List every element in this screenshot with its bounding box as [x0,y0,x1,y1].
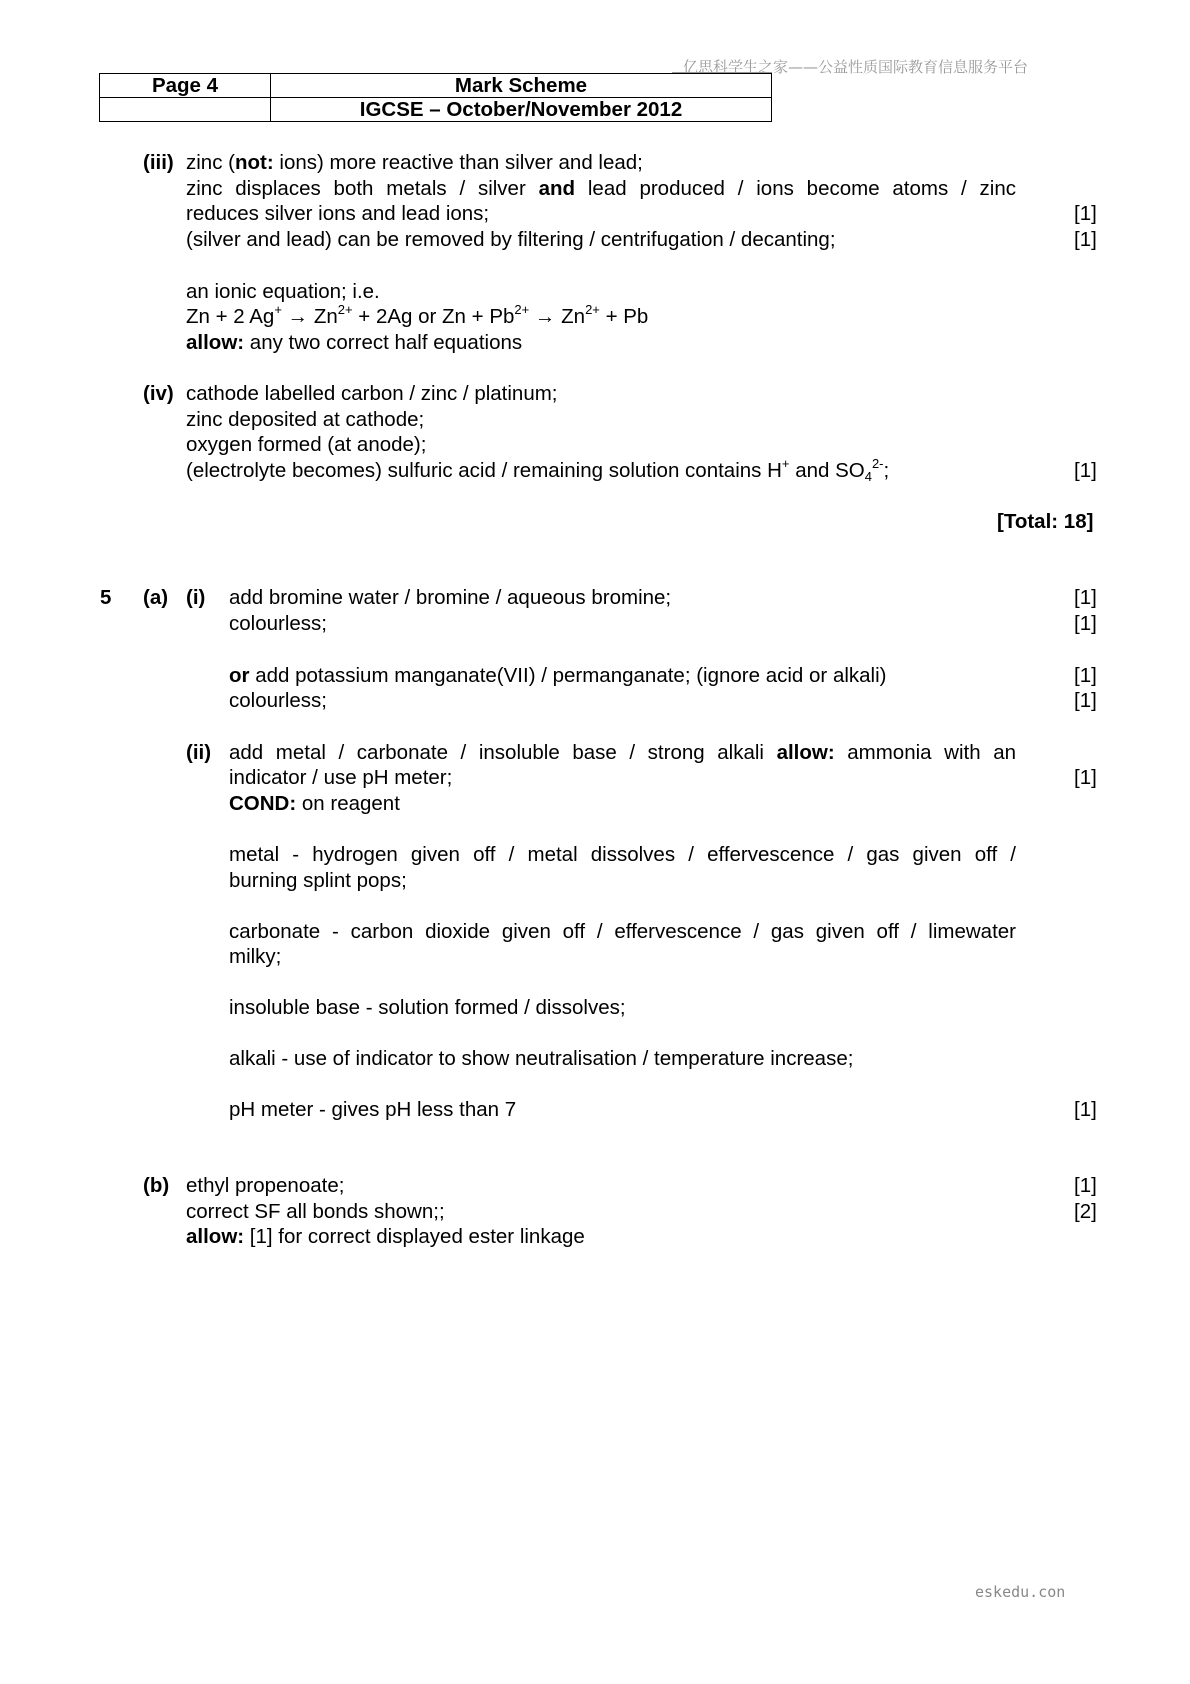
q5-ii-carbonate-line2: milky; [229,945,282,968]
q4-iii-line4: (silver and lead) can be removed by filtering / centrifugation / decanting; [186,228,836,251]
q5-ii-carbonate-line1: carbonate - carbon dioxide given off / effervescence / gas given off / limewater [229,920,1016,943]
q5-ii-alkali: alkali - use of indicator to show neutralisation / temperature increase; [229,1047,854,1070]
watermark-text: 亿思科学生之家——公益性质国际教育信息服务平台 [683,58,1029,76]
q4-iv-line3: oxygen formed (at anode); [186,433,427,456]
header-empty-cell [100,98,271,122]
q5-b-line1: ethyl propenoate; [186,1174,345,1197]
q5-b-line2: correct SF all bonds shown;; [186,1200,445,1223]
q5-a-label: (a) [143,586,169,609]
q5-ii-cond: COND: on reagent [229,792,400,815]
q4-iii-line1: zinc (not: ions) more reactive than silver and lead; [186,151,643,174]
q5-number: 5 [100,586,112,609]
q5-b-label: (b) [143,1174,170,1197]
q5-ii-metal-line1: metal - hydrogen given off / metal dissolves / effervescence / gas given off / [229,843,1016,866]
q5-ii-ph-meter: pH meter - gives pH less than 7 [229,1098,517,1121]
mark-q5-i-3: [1] [1074,664,1097,687]
q5-i-line4: colourless; [229,689,327,712]
q4-iii-allow: allow: any two correct half equations [186,331,523,354]
mark-q4-iii-2: [1] [1074,228,1097,251]
header-table [99,73,772,122]
q4-iii-label: (iii) [143,151,174,174]
q5-ii-insoluble-base: insoluble base - solution formed / dissolves; [229,996,626,1019]
mark-q5-i-1: [1] [1074,586,1097,609]
mark-q4-iv: [1] [1074,459,1097,482]
ionic-equation: Zn + 2 $Ag^+ \to Zn^{2+} + 2Ag$ or $Zn + Pb^{2+} \to Zn^{2+} + Pb$ [186,302,649,328]
mark-q5-b-1: [1] [1074,1174,1097,1197]
q5-i-line3: or add potassium manganate(VII) / permanganate; (ignore acid or alkali) [229,664,887,687]
mark-q5-b-2: [2] [1074,1200,1097,1223]
total-marks: [Total: 18] [997,510,1094,533]
q5-ii-line1: add metal / carbonate / insoluble base / strong alkali allow: ammonia with an [229,741,1016,764]
header-subtitle: IGCSE – October/November 2012 [271,98,772,122]
mark-q5-i-2: [1] [1074,612,1097,635]
mark-q5-i-4: [1] [1074,689,1097,712]
q4-iv-line1: cathode labelled carbon / zinc / platinum; [186,382,558,405]
mark-q5-ii-2: [1] [1074,1098,1097,1121]
q5-b-allow: allow: [1] for correct displayed ester linkage [186,1225,585,1248]
q4-iv-line2: zinc deposited at cathode; [186,408,425,431]
q5-ii-metal-line2: burning splint pops; [229,869,407,892]
header-title: Mark Scheme [271,74,772,98]
mark-q5-ii-1: [1] [1074,766,1097,789]
q4-iv-label: (iv) [143,382,174,405]
q5-a-i-label: (i) [186,586,206,609]
page-number: Page 4 [100,74,271,98]
q5-i-line2: colourless; [229,612,327,635]
q4-iii-line3: reduces silver ions and lead ions; [186,202,490,225]
q4-iv-line4: (electrolyte becomes) sulfuric acid / remaining solution contains H+ and $SO_4^{2-}$; [186,456,890,484]
q5-ii-line2: indicator / use pH meter; [229,766,453,789]
q5-a-ii-label: (ii) [186,741,212,764]
q4-iii-line5: an ionic equation; i.e. [186,280,380,303]
q5-i-line1: add bromine water / bromine / aqueous bromine; [229,586,672,609]
mark-q4-iii-1: [1] [1074,202,1097,225]
q4-iii-line2: zinc displaces both metals / silver and lead produced / ions become atoms / zinc [186,177,1017,200]
footer-site: eskedu.con [975,1583,1066,1601]
